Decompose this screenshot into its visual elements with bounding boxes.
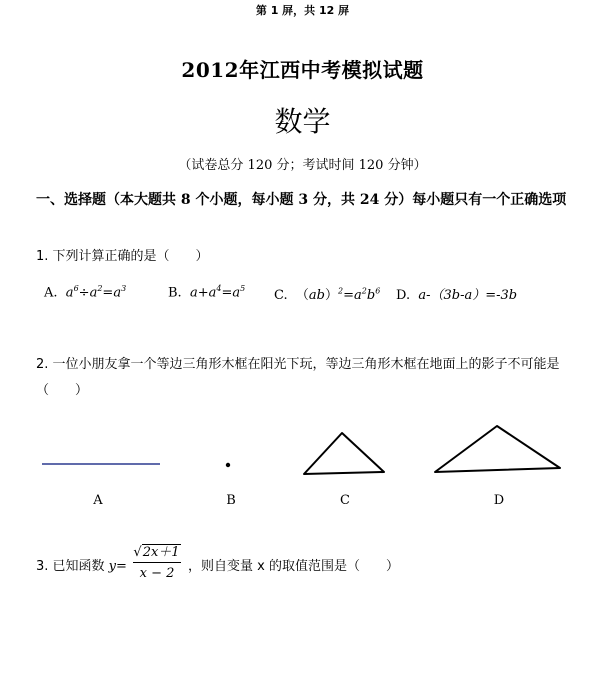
question-3-suffix: ，则自变量 x 的取值范围是（ ） bbox=[188, 559, 399, 574]
section-heading: 一、选择题（本大题共 8 个小题，每小题 3 分，共 24 分）每小题只有一个正确选项 bbox=[36, 192, 567, 208]
figure-a-label: A bbox=[93, 493, 103, 508]
option-1c: C. $(ab)^2=a^2b^6$ bbox=[274, 286, 381, 303]
figure-c-label: C bbox=[340, 493, 350, 508]
option-label: D. bbox=[396, 288, 411, 303]
option-label: C. bbox=[274, 288, 288, 303]
figure-d-triangle bbox=[435, 426, 560, 472]
question-1-stem: 1. 下列计算正确的是（ ） bbox=[36, 249, 209, 264]
option-label: A. bbox=[44, 285, 58, 301]
question-2-stem: 2. 一位小朋友拿一个等边三角形木框在阳光下玩，等边三角形木框在地面上的影子不可能是（ ） bbox=[36, 357, 560, 398]
figure-b-point bbox=[226, 463, 230, 467]
option-label: B. bbox=[168, 285, 182, 301]
fraction-denominator: x − 2 bbox=[139, 566, 175, 581]
exam-info: （试卷总分 120 分；考试时间 120 分钟） bbox=[178, 158, 427, 173]
exam-title: 2012年江西中考模拟试题 bbox=[181, 58, 424, 82]
question-3-prefix: 3. 已知函数 y= bbox=[36, 559, 127, 574]
option-1b: B. $a+a^4=a^5$ bbox=[168, 284, 246, 301]
shadow-figures bbox=[0, 420, 605, 490]
page-indicator: 第 1 屏，共 12 屏 bbox=[255, 4, 350, 17]
sqrt-symbol: √ bbox=[133, 545, 142, 560]
subject-title: 数学 bbox=[274, 105, 331, 138]
figure-b-label: B bbox=[226, 493, 236, 508]
figure-c-triangle bbox=[304, 433, 384, 474]
function-fraction bbox=[131, 540, 183, 585]
figure-d-label: D bbox=[493, 493, 505, 508]
option-1d: D. a-（3b-a）=-3b bbox=[396, 288, 518, 303]
option-1a: A. $a^6\div a^2=a^3$ bbox=[44, 284, 127, 301]
fraction-numerator: √2x＋1 bbox=[133, 545, 180, 560]
